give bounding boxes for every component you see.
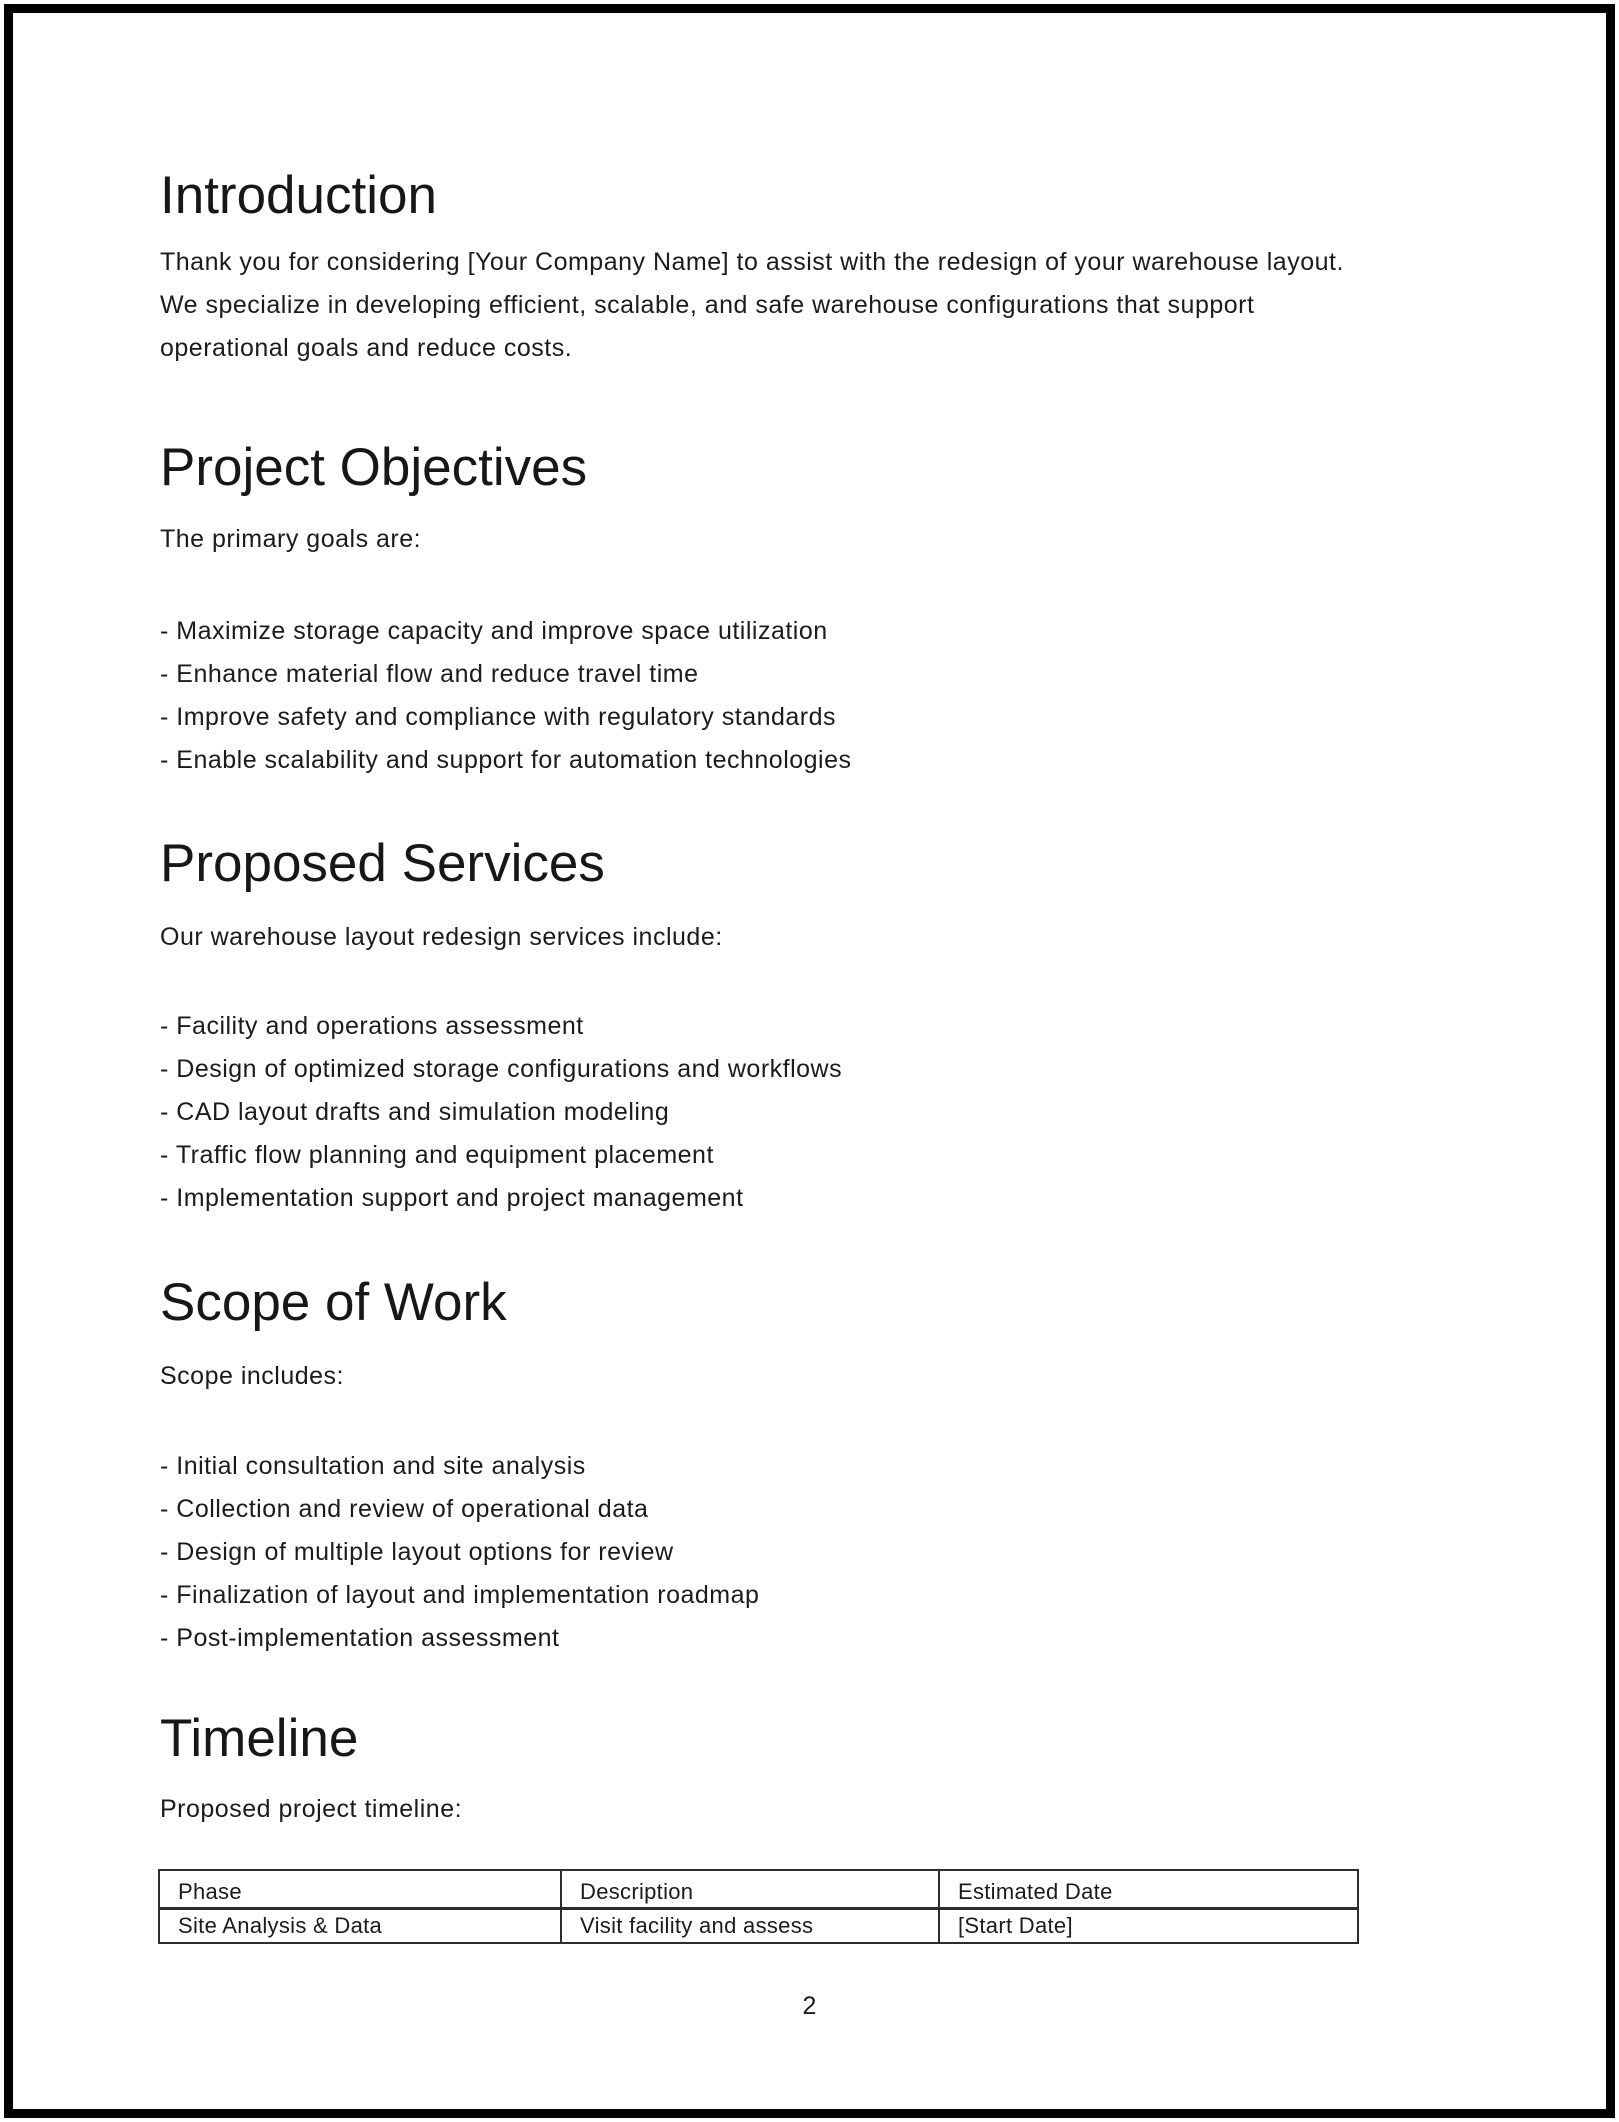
paragraph-line: Thank you for considering [Your Company Name] to assist with the redesign of your warehouse layout. [160, 248, 1344, 276]
proposed-services-list [160, 1005, 1465, 1220]
section-heading-project-objectives: Project Objectives [160, 438, 588, 497]
list-item: - CAD layout drafts and simulation modeling [160, 1098, 670, 1126]
table-header-estimated-date: Estimated Date [939, 1870, 1358, 1909]
list-item: - Collection and review of operational data [160, 1495, 649, 1523]
list-item: - Facility and operations assessment [160, 1012, 584, 1040]
list-item: - Improve safety and compliance with regulatory standards [160, 703, 837, 731]
list-item: - Post-implementation assessment [160, 1624, 560, 1652]
list-item: - Enhance material flow and reduce travel time [160, 660, 699, 688]
proposed-services-intro: Our warehouse layout redesign services include: [160, 923, 723, 951]
scope-of-work-intro: Scope includes: [160, 1362, 345, 1390]
list-item: - Implementation support and project management [160, 1184, 744, 1212]
section-heading-introduction: Introduction [160, 166, 437, 225]
introduction-paragraph [160, 241, 1465, 370]
list-item: - Maximize storage capacity and improve space utilization [160, 617, 828, 645]
project-objectives-intro: The primary goals are: [160, 525, 422, 553]
paragraph-line: operational goals and reduce costs. [160, 334, 573, 362]
table-cell-description: Visit facility and assess [561, 1909, 939, 1944]
table-row [159, 1909, 1358, 1944]
section-heading-proposed-services: Proposed Services [160, 834, 605, 893]
table-header-description: Description [561, 1870, 939, 1909]
section-heading-scope-of-work: Scope of Work [160, 1273, 507, 1332]
list-item: - Finalization of layout and implementation roadmap [160, 1581, 760, 1609]
timeline-intro: Proposed project timeline: [160, 1795, 463, 1823]
paragraph-line: We specialize in developing efficient, scalable, and safe warehouse configurations that support [160, 291, 1255, 319]
list-item: - Design of multiple layout options for review [160, 1538, 674, 1566]
table-header-row [159, 1870, 1358, 1909]
section-heading-timeline: Timeline [160, 1709, 359, 1768]
list-item: - Enable scalability and support for automation technologies [160, 746, 852, 774]
list-item: - Traffic flow planning and equipment placement [160, 1141, 714, 1169]
scope-of-work-list [160, 1445, 1465, 1660]
timeline-table [158, 1869, 1359, 1944]
project-objectives-list [160, 610, 1465, 782]
table-header-phase: Phase [159, 1870, 561, 1909]
table-cell-phase: Site Analysis & Data [159, 1909, 561, 1944]
table-cell-estimated-date: [Start Date] [939, 1909, 1358, 1944]
list-item: - Design of optimized storage configurations and workflows [160, 1055, 843, 1083]
list-item: - Initial consultation and site analysis [160, 1452, 586, 1480]
page-number: 2 [802, 1992, 817, 2020]
